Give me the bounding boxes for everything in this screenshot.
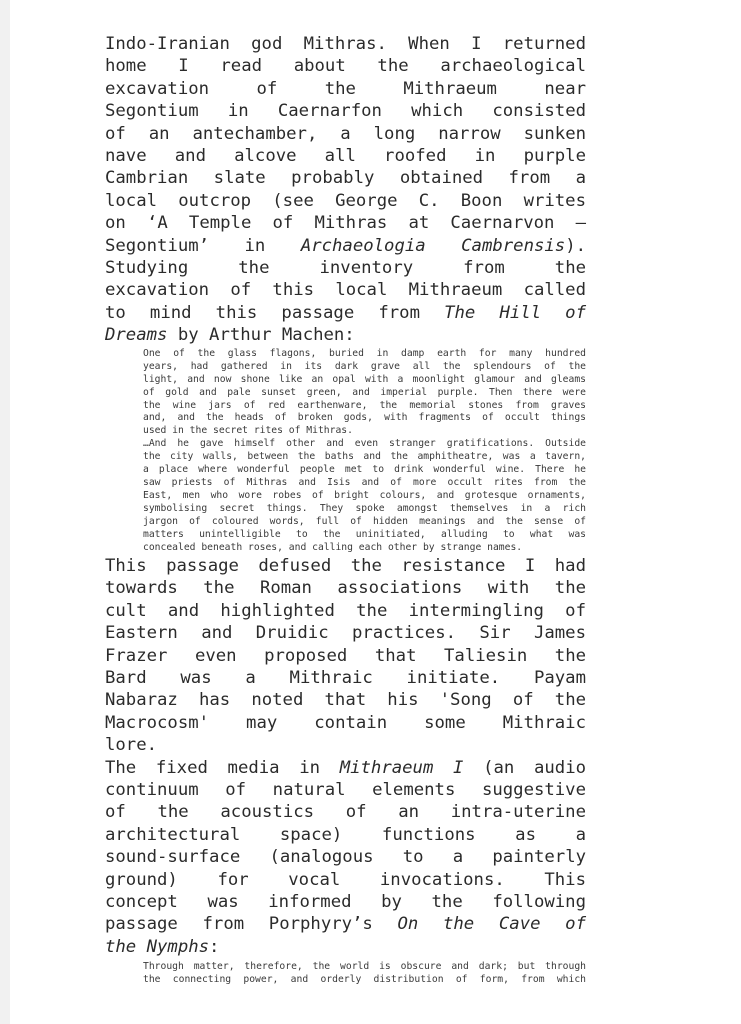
text-line — [105, 302, 586, 324]
text-line: local outcrop (see George C. Boon writes — [105, 190, 586, 211]
document-page — [10, 0, 741, 1024]
quote-line: the wine jars of red earthenware, the memorial stones from graves — [143, 399, 586, 411]
text-line — [105, 757, 586, 779]
quote-line: Through matter, therefore, the world is obscure and dark; but through — [143, 961, 586, 973]
text-line: sound-surface (analogous to a painterly — [105, 847, 586, 868]
text-line — [105, 324, 586, 346]
quote-line: and, and the heads of broken gods, with fragments of occult things — [143, 412, 586, 424]
text-line — [105, 913, 586, 935]
text-fragment: by Arthur Machen: — [167, 325, 355, 346]
text-line: Frazer even proposed that Taliesin the — [105, 645, 586, 666]
quote-line: jargon of coloured words, full of hidden meanings and the sense of — [143, 516, 586, 528]
quote-line: the city walls, between the baths and the amphitheatre, was a tavern, — [143, 451, 586, 463]
block-quote-porphyry — [143, 961, 586, 987]
work-title: the Nymphs — [105, 936, 210, 957]
quote-line: …And he gave himself other and even stranger gratifications. Outside — [143, 438, 586, 450]
text-line: Cambrian slate probably obtained from a — [105, 168, 586, 189]
text-line: Indo-Iranian god Mithras. When I returned — [105, 34, 586, 54]
text-fragment: The fixed media in — [105, 757, 340, 778]
quote-line: of gold and pale sunset green, and imperial purple. Then there were — [143, 386, 586, 398]
text-line: Bard was a Mithraic initiate. Payam — [105, 667, 586, 688]
text-fragment: ). — [565, 235, 586, 256]
text-fragment: (an audio — [463, 757, 586, 778]
paragraph-mithraeum-excavation — [105, 33, 586, 347]
paragraph-fixed-media — [105, 757, 586, 959]
quote-line: matters unintelligible to the uninitiated, alluding to what was — [143, 529, 586, 541]
text-line: cult and highlighted the intermingling of — [105, 600, 586, 621]
text-line: continuum of natural elements suggestive — [105, 780, 586, 800]
text-line: of an antechamber, a long narrow sunken — [105, 123, 586, 144]
work-title: Mithraeum I — [339, 757, 464, 778]
text-line: lore. — [105, 735, 158, 756]
text-line: of the acoustics of an intra-uterine — [105, 802, 586, 823]
quote-line: years, had gathered in its dark grave all the splendours of the — [143, 360, 586, 372]
text-line: excavation of the Mithraeum near — [105, 78, 586, 99]
book-title: Dreams — [105, 325, 168, 346]
quote-line: concealed beneath roses, and calling each other by strange names. — [143, 541, 523, 553]
text-line: Macrocosm' may contain some Mithraic — [105, 712, 586, 733]
text-line: home I read about the archaeological — [105, 56, 586, 77]
quote-line: light, and now shone like an opal with a moonlight glamour and gleams — [143, 373, 586, 385]
quote-line: a place where wonderful people met to drink wonderful wine. There he — [143, 464, 586, 476]
journal-title: Archaeologia Cambrensis — [300, 235, 566, 256]
text-line: architectural space) functions as a — [105, 824, 586, 845]
quote-line: symbolising secret things. They spoke amongst themselves in a rich — [143, 503, 586, 515]
text-line: This passage defused the resistance I had — [105, 555, 586, 576]
text-line: ground) for vocal invocations. This — [105, 869, 586, 890]
text-line: Eastern and Druidic practices. Sir James — [105, 623, 586, 644]
paragraph-roman-associations — [105, 555, 586, 757]
quote-line: saw priests of Mithras and Isis and of more occult rites from the — [143, 477, 586, 489]
work-title: On the Cave of — [397, 914, 586, 935]
text-line: Studying the inventory from the — [105, 258, 586, 279]
text-fragment: passage from Porphyry’s — [105, 914, 398, 935]
quote-line: used in the secret rites of Mithras. — [143, 425, 353, 437]
text-line — [105, 936, 586, 958]
text-fragment: Segontium’ in — [105, 235, 301, 256]
book-title: The Hill of — [444, 302, 586, 323]
text-line: concept was informed by the following — [105, 892, 586, 913]
quote-line: One of the glass flagons, buried in damp earth for many hundred — [143, 347, 586, 359]
text-line: on ‘A Temple of Mithras at Caernarvon – — [105, 213, 586, 234]
text-line: nave and alcove all roofed in purple — [105, 146, 586, 167]
text-column — [105, 33, 586, 987]
text-line: Nabaraz has noted that his 'Song of the — [105, 690, 586, 711]
text-line — [105, 235, 586, 257]
quote-line: the connecting power, and orderly distribution of form, from which — [143, 974, 586, 986]
text-line: Segontium in Caernarfon which consisted — [105, 101, 586, 122]
block-quote-machen — [143, 348, 586, 555]
quote-line: East, men who wore robes of bright colours, and grotesque ornaments, — [143, 490, 586, 502]
text-fragment: to mind this passage from — [105, 302, 445, 323]
text-line: towards the Roman associations with the — [105, 578, 586, 599]
text-fragment: : — [209, 936, 220, 957]
text-line: excavation of this local Mithraeum called — [105, 280, 586, 301]
